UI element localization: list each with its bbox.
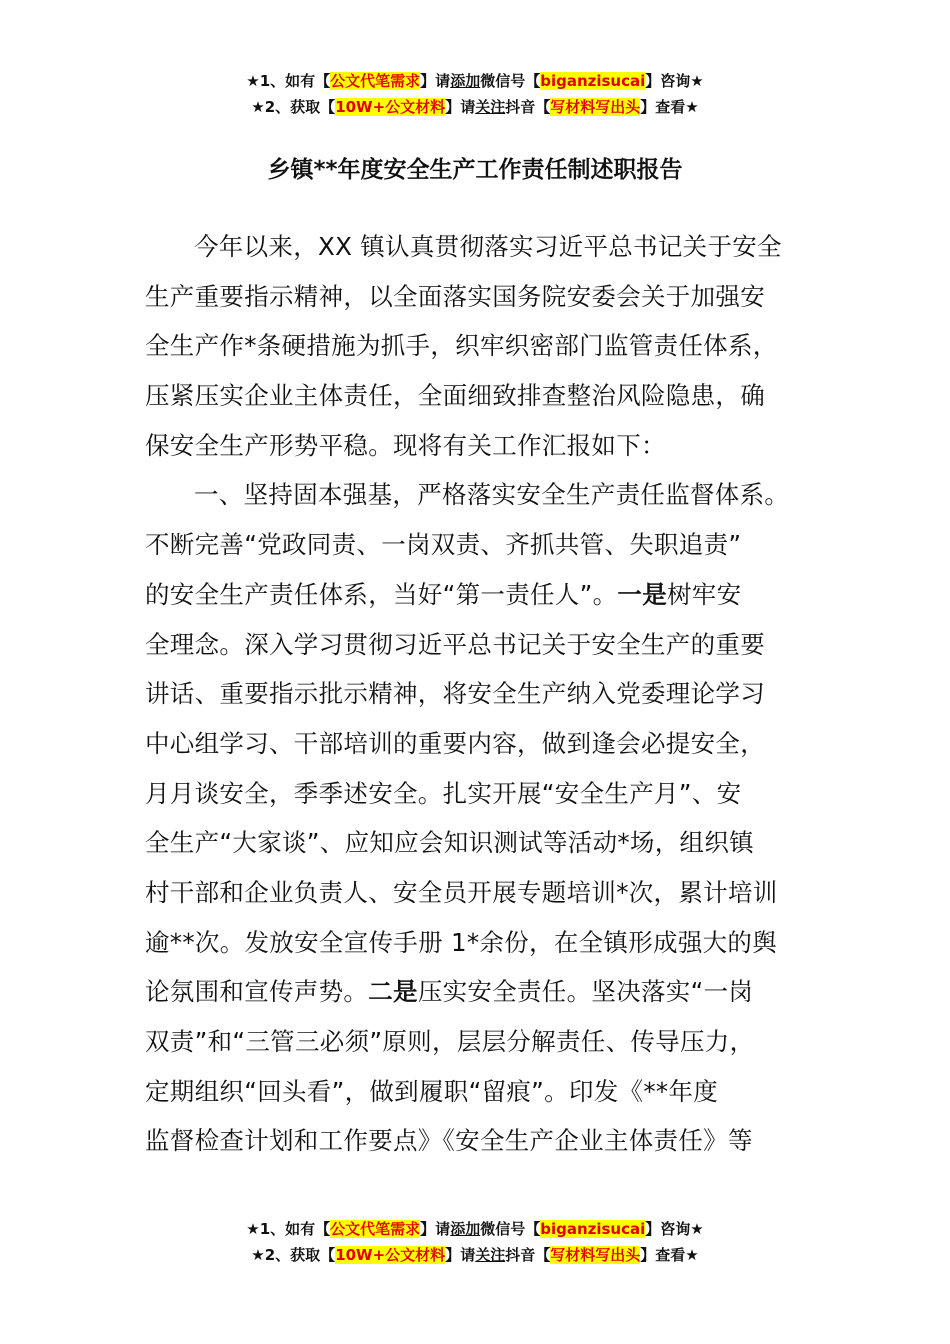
promo-text: 微信号【	[480, 1220, 541, 1238]
body-line: 今年以来，XX 镇认真贯彻落实习近平总书记关于安全	[194, 232, 782, 261]
header-promo	[0, 68, 950, 120]
promo-text: 】请	[445, 1246, 476, 1264]
promo-text: 】查看★	[640, 98, 699, 116]
body-line: 中心组学习、干部培训的重要内容，做到逢会必提安全，	[145, 728, 765, 758]
body-line: 全理念。深入学习贯彻习近平总书记关于安全生产的重要	[145, 629, 765, 659]
promo-wechat-id: biganzisucai	[540, 1220, 646, 1238]
body-line	[145, 967, 810, 1017]
body-line	[145, 570, 810, 620]
promo-line-2	[0, 94, 950, 120]
promo-text: ★2、获取【	[251, 1246, 336, 1264]
bold-marker: 一是	[617, 579, 667, 609]
promo-underlined: 添加	[450, 72, 481, 90]
promo-douyin-account: 写材料写出头	[550, 1246, 641, 1264]
promo-line-1	[0, 1216, 950, 1242]
promo-text: ★1、如有【	[246, 1220, 331, 1238]
body-line: 村干部和企业负责人、安全员开展专题培训*次，累计培训	[145, 877, 778, 907]
promo-text: 】查看★	[640, 1246, 699, 1264]
body-text: 树牢安	[667, 579, 742, 609]
body-line: 全生产“大家谈”、应知应会知识测试等活动*场，组织镇	[145, 828, 754, 858]
promo-underlined: 添加	[450, 1220, 481, 1238]
body-line: 双责”和“三管三必须”原则，层层分解责任、传导压力，	[145, 1027, 755, 1056]
promo-highlight: 公文代笔需求	[330, 1220, 421, 1238]
promo-text: 】咨询★	[645, 72, 704, 90]
promo-text: 】请	[420, 72, 451, 90]
promo-line-1	[0, 68, 950, 94]
promo-text: 】咨询★	[645, 1220, 704, 1238]
promo-highlight: 10W+公文材料	[335, 98, 446, 116]
body-line: 压紧压实企业主体责任，全面细致排查整治风险隐患，确	[145, 381, 765, 411]
promo-text: ★1、如有【	[246, 72, 331, 90]
body-line: 不断完善“党政同责、一岗双责、齐抓共管、失职追责”	[145, 530, 742, 560]
promo-text: 微信号【	[480, 72, 541, 90]
body-line: 逾**次。发放安全宣传手册 1*余份，在全镇形成强大的舆	[145, 927, 778, 957]
body-text: 论氛围和宣传声势。	[145, 977, 369, 1007]
promo-text: 】请	[445, 98, 476, 116]
document-title: 乡镇**年度安全生产工作责任制述职报告	[267, 157, 683, 183]
promo-text: ★2、获取【	[251, 98, 336, 116]
body-line: 监督检查计划和工作要点》《安全生产企业主体责任》等	[145, 1126, 753, 1156]
body-line: 月月谈安全，季季述安全。扎实开展“安全生产月”、安	[145, 778, 742, 808]
body-line: 生产重要指示精神，以全面落实国务院安委会关于加强安	[145, 281, 765, 311]
promo-douyin-account: 写材料写出头	[550, 98, 641, 116]
body-text: 的安全生产责任体系，当好“第一责任人”。	[145, 579, 618, 609]
bold-marker: 二是	[368, 977, 418, 1007]
promo-text: 抖音【	[505, 98, 551, 116]
footer-promo	[0, 1216, 950, 1268]
body-line: 讲话、重要指示批示精神，将安全生产纳入党委理论学习	[145, 679, 765, 709]
promo-underlined: 关注	[475, 98, 506, 116]
promo-wechat-id: biganzisucai	[540, 72, 646, 90]
body-line: 保安全生产形势平稳。现将有关工作汇报如下：	[145, 430, 666, 460]
promo-line-2	[0, 1242, 950, 1268]
body-line: 全生产作*条硬措施为抓手，织牢织密部门监管责任体系，	[145, 331, 778, 361]
promo-highlight: 公文代笔需求	[330, 72, 421, 90]
section-heading-line: 一、坚持固本强基，严格落实安全生产责任监督体系。	[194, 480, 790, 510]
promo-underlined: 关注	[475, 1246, 506, 1264]
body-line: 定期组织“回头看”，做到履职“留痕”。印发《**年度	[145, 1076, 719, 1106]
promo-text: 抖音【	[505, 1246, 551, 1264]
promo-text: 】请	[420, 1220, 451, 1238]
document-body	[145, 222, 810, 1166]
promo-highlight: 10W+公文材料	[335, 1246, 446, 1264]
body-text: 压实安全责任。坚决落实“一岗	[417, 977, 754, 1007]
